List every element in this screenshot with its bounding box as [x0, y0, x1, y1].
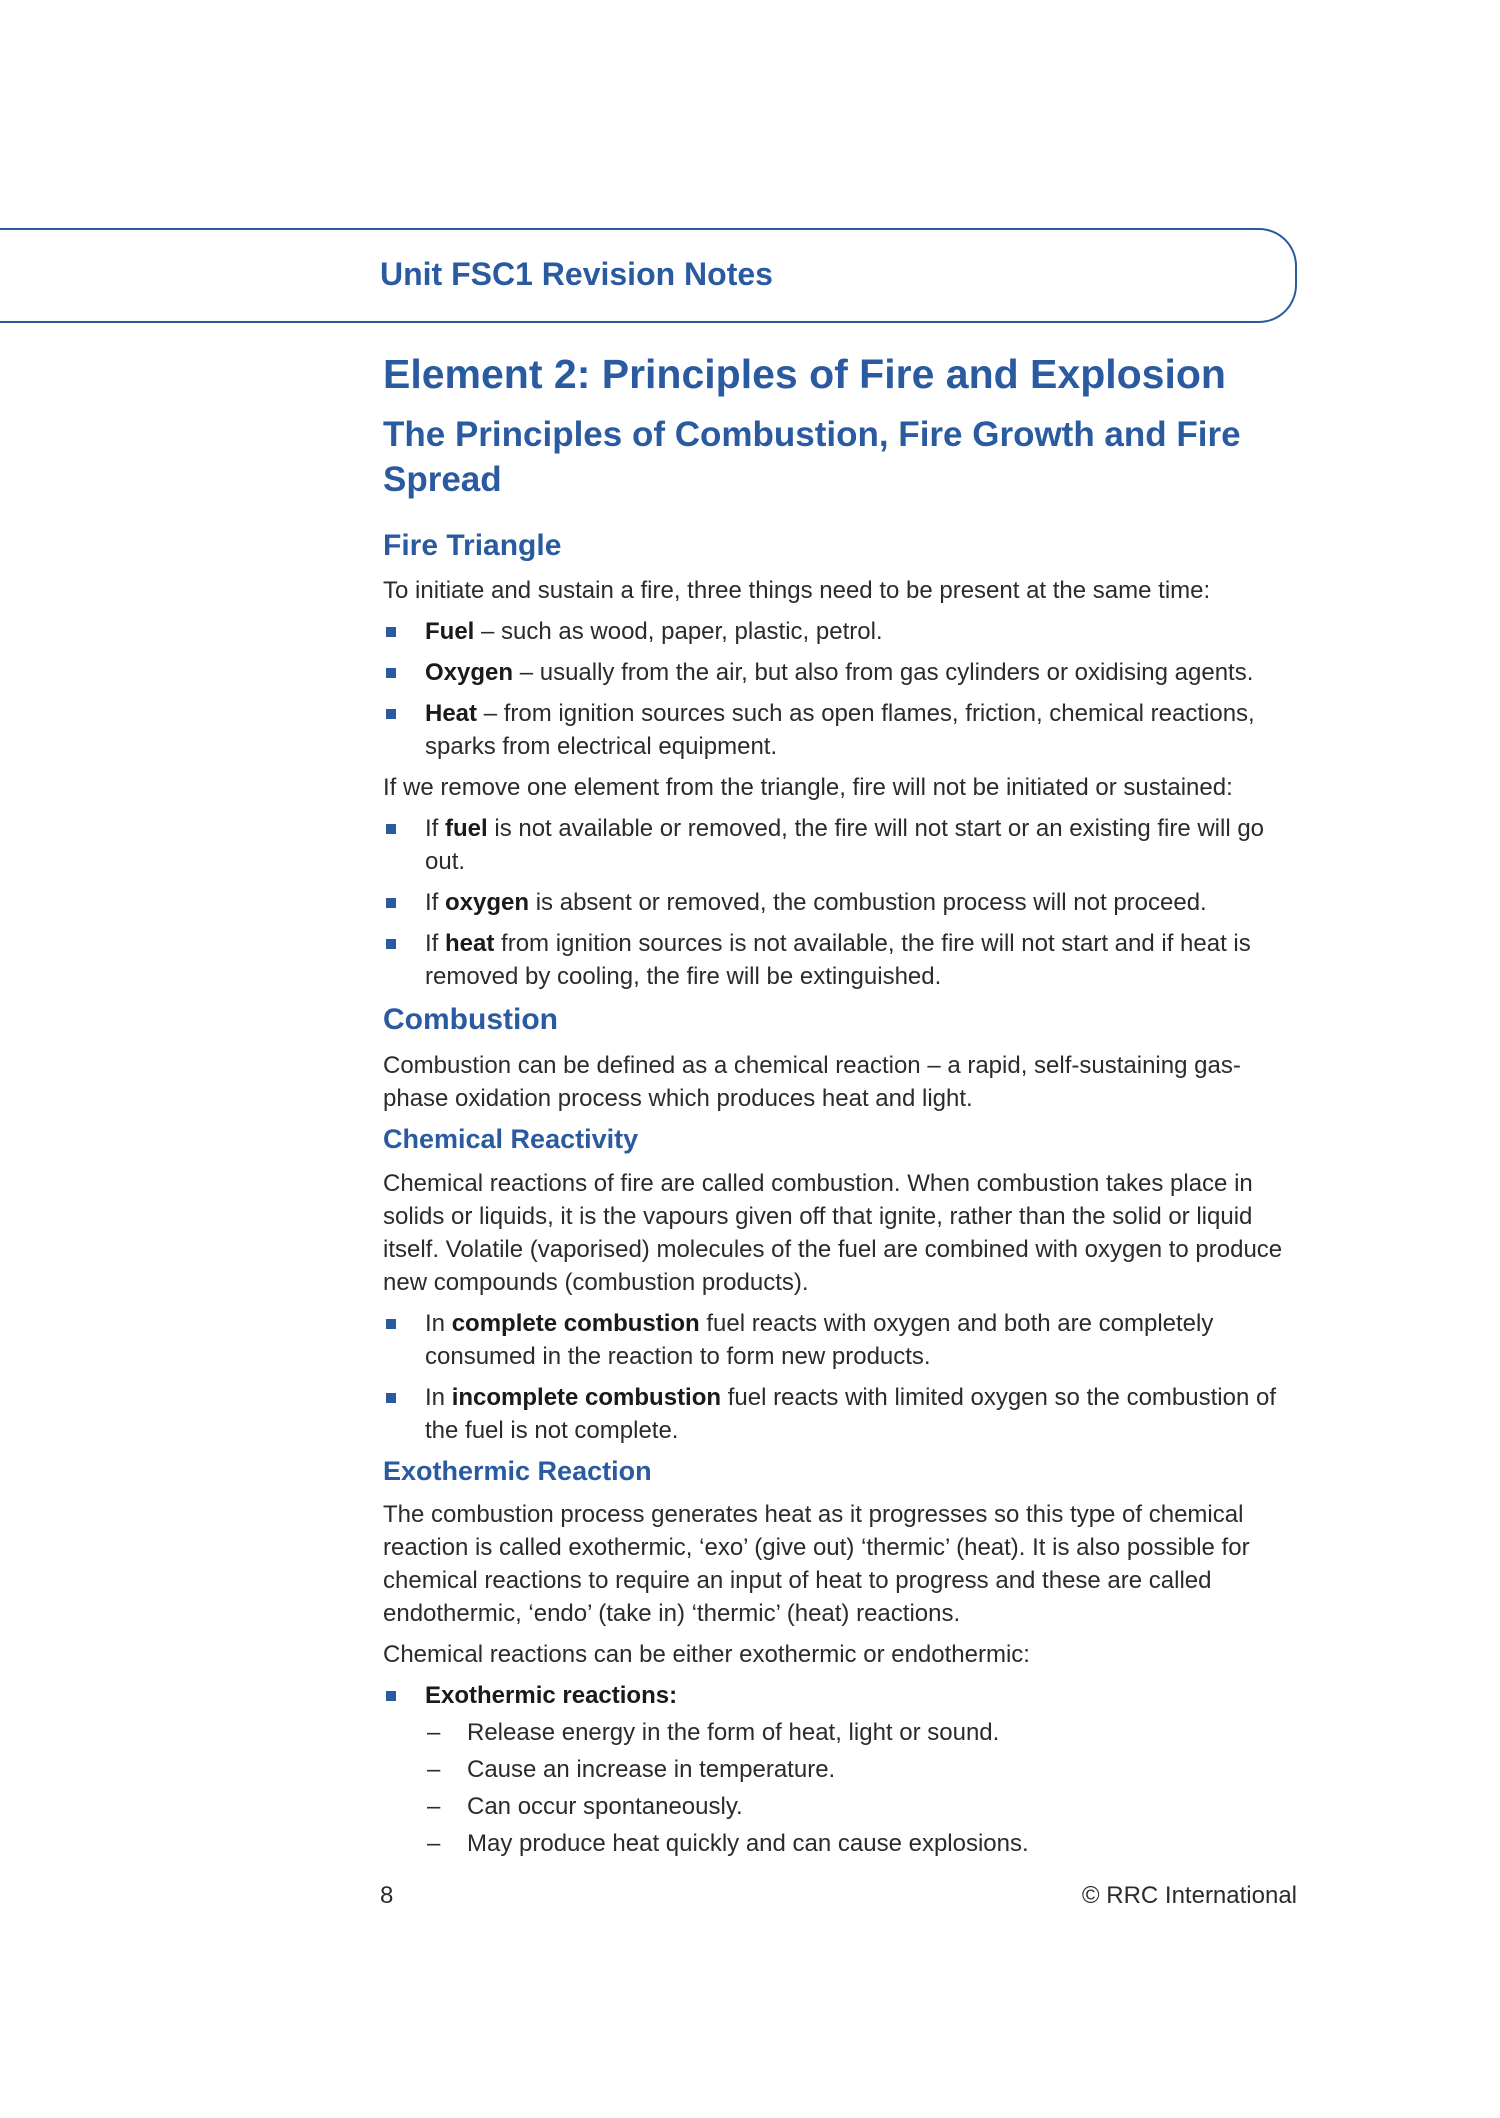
square-bullet-icon	[386, 1691, 396, 1701]
chemical-reactivity-list	[383, 1307, 1303, 1447]
dash-icon: –	[427, 1830, 441, 1858]
chemical-reactivity-text: Chemical reactions of fire are called combustion. When combustion takes place in solids or liquids, it is the vapours given off that ignite, rather than the solid or liquid itself. Volatile (vaporised) molecules of the fuel are combined with oxygen to produce new compounds (combustion products).	[383, 1169, 1283, 1296]
item-bold: complete combustion	[451, 1309, 700, 1337]
item-text: from ignition sources is not available, the fire will not start and if heat is removed by cooling, the fire will be extinguished.	[425, 930, 1251, 991]
list-item	[383, 656, 1303, 689]
square-bullet-icon	[386, 939, 396, 949]
list-item	[383, 927, 1303, 993]
fire-triangle-heading: Fire Triangle	[383, 528, 562, 562]
list-item	[383, 1307, 1303, 1373]
copyright-notice: © RRC International	[1081, 1882, 1297, 1909]
item-prefix: In	[425, 1309, 452, 1337]
item-prefix: If	[425, 930, 446, 958]
list-item	[383, 812, 1303, 878]
item-bold: heat	[445, 930, 495, 958]
item-text: – from ignition sources such as open flames, friction, chemical reactions, sparks from electrical equipment.	[425, 700, 1255, 761]
dash-item-text: Can occur spontaneously.	[467, 1793, 743, 1821]
dash-item-text: Cause an increase in temperature.	[467, 1756, 836, 1784]
item-bold: fuel	[445, 815, 488, 843]
item-text: fuel reacts with oxygen and both are completely consumed in the reaction to form new products.	[425, 1309, 1214, 1370]
item-text: fuel reacts with limited oxygen so the combustion of the fuel is not complete.	[425, 1383, 1276, 1444]
section-title: The Principles of Combustion, Fire Growth and Fire Spread	[383, 415, 1241, 499]
exothermic-text: The combustion process generates heat as it progresses so this type of chemical reaction is called exothermic, ‘exo’ (give out) ‘thermic’ (heat). It is also possible for chemical reactions to require an input of heat to progress and these are called endothermic, ‘endo’ (take in) ‘thermic’ (heat) reactions.	[383, 1501, 1250, 1628]
fire-triangle-list	[383, 615, 1303, 763]
item-text: is not available or removed, the fire will not start or an existing fire will go out.	[425, 815, 1265, 876]
list-item	[383, 1381, 1303, 1447]
fire-triangle-remove-list	[383, 812, 1303, 993]
square-bullet-icon	[386, 1319, 396, 1329]
dash-item	[425, 1753, 1303, 1786]
exothermic-heading: Exothermic Reaction	[383, 1455, 652, 1486]
dash-item	[425, 1827, 1303, 1860]
dash-item	[425, 1790, 1303, 1823]
square-bullet-icon	[386, 668, 396, 678]
page-number: 8	[380, 1882, 394, 1909]
combustion-text: Combustion can be defined as a chemical reaction – a rapid, self-sustaining gas-phase oxidation process which produces heat and light.	[383, 1051, 1241, 1112]
header-title: Unit FSC1 Revision Notes	[380, 256, 773, 292]
item-text: – such as wood, paper, plastic, petrol.	[474, 618, 883, 646]
exothermic-dash-list	[425, 1716, 1303, 1860]
list-item	[383, 886, 1303, 919]
item-prefix: In	[425, 1383, 452, 1411]
item-text: – usually from the air, but also from gas cylinders or oxidising agents.	[513, 659, 1254, 687]
exothermic-either: Chemical reactions can be either exothermic or endothermic:	[383, 1641, 1030, 1669]
dash-item	[425, 1716, 1303, 1749]
item-text: is absent or removed, the combustion process will not proceed.	[529, 889, 1207, 917]
square-bullet-icon	[386, 709, 396, 719]
dash-icon: –	[427, 1793, 441, 1821]
item-prefix: If	[425, 889, 446, 917]
page-content	[383, 350, 1303, 1868]
list-item	[383, 1679, 1303, 1860]
exothermic-list	[383, 1679, 1303, 1860]
dash-item-text: May produce heat quickly and can cause explosions.	[467, 1830, 1029, 1858]
item-bold: Exothermic reactions:	[425, 1682, 678, 1710]
square-bullet-icon	[386, 824, 396, 834]
list-item	[383, 615, 1303, 648]
fire-triangle-intro: To initiate and sustain a fire, three things need to be present at the same time:	[383, 577, 1211, 605]
list-item	[383, 697, 1303, 763]
square-bullet-icon	[386, 627, 396, 637]
combustion-heading: Combustion	[383, 1003, 558, 1037]
fire-triangle-remove-intro: If we remove one element from the triangle, fire will not be initiated or sustained:	[383, 774, 1233, 802]
item-bold: Heat	[425, 700, 478, 728]
item-bold: oxygen	[445, 889, 530, 917]
item-prefix: If	[425, 815, 446, 843]
item-bold: Fuel	[425, 618, 475, 646]
chemical-reactivity-heading: Chemical Reactivity	[383, 1123, 639, 1154]
dash-icon: –	[427, 1756, 441, 1784]
element-title: Element 2: Principles of Fire and Explosion	[383, 351, 1226, 397]
dash-icon: –	[427, 1719, 441, 1747]
dash-item-text: Release energy in the form of heat, light or sound.	[467, 1719, 1000, 1747]
square-bullet-icon	[386, 898, 396, 908]
item-bold: Oxygen	[425, 659, 514, 687]
square-bullet-icon	[386, 1393, 396, 1403]
item-bold: incomplete combustion	[451, 1383, 722, 1411]
